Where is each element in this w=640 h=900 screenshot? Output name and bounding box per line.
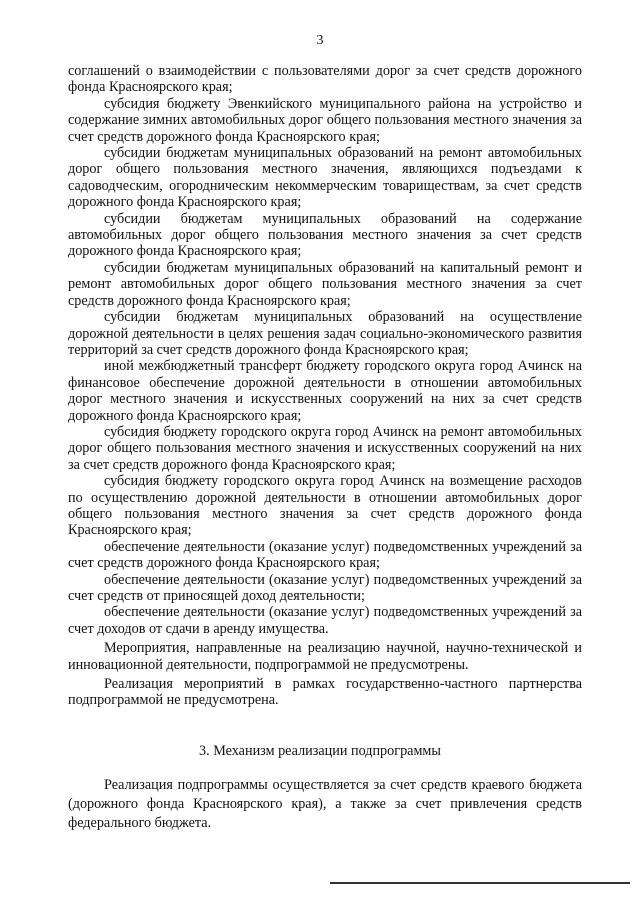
paragraph: субсидии бюджетам муниципальных образований на содержание автомобильных дорог общего пользования местного значения за счет средств дорожного фонда Красноярского края; (68, 210, 582, 260)
paragraph: обеспечение деятельности (оказание услуг) подведомственных учреждений за счет средств дорожного фонда Красноярского края; (68, 538, 582, 572)
paragraph: субсидия бюджету городского округа город Ачинск на ремонт автомобильных дорог общего пользования местного значения и искусственных сооружений на них за счет средств дорожного фонда Красноярского края; (68, 423, 582, 473)
body-text (68, 63, 582, 709)
paragraph: субсидия бюджету Эвенкийского муниципального района на устройство и содержание зимних автомобильных дорог общего пользования местного значения за счет средств дорожного фонда Красноярского края; (68, 95, 582, 145)
paragraph: субсидии бюджетам муниципальных образований на ремонт автомобильных дорог общего пользования местного значения, являющихся подъездами к садоводческим, огородническим некоммерческим товариществам, за счет средств дорожного фонда Красноярского края; (68, 145, 582, 211)
paragraph-continuation: соглашений о взаимодействии с пользователями дорог за счет средств дорожного фонда Красноярского края; (68, 63, 582, 96)
closing-text (68, 776, 582, 833)
page-number: 3 (316, 33, 324, 48)
paragraph: обеспечение деятельности (оказание услуг) подведомственных учреждений за счет доходов от сдачи в аренду имущества. (68, 604, 582, 637)
section-heading: 3. Механизм реализации подпрограммы (199, 743, 441, 759)
signature-line (330, 882, 630, 884)
paragraph: Мероприятия, направленные на реализацию научной, научно-технической и инновационной деятельности, подпрограммой не предусмотрены. (68, 640, 582, 673)
paragraph: Реализация подпрограммы осуществляется за счет средств краевого бюджета (дорожного фонда Красноярского края), а также за счет привлечения средств федерального бюджета. (68, 777, 582, 831)
paragraph: субсидии бюджетам муниципальных образований на осуществление дорожной деятельности в целях решения задач социально-экономического развития территорий за счет средств дорожного фонда Красноярского края; (68, 309, 582, 358)
paragraph: иной межбюджетный трансферт бюджету городского округа город Ачинск на финансовое обеспечение дорожной деятельности в отношении автомобильных дорог местного значения и искусственных сооружений на них за счет средств дорожного фонда Красноярского края; (68, 358, 582, 424)
paragraph: Реализация мероприятий в рамках государственно-частного партнерства подпрограммой не предусмотрена. (68, 676, 582, 709)
paragraph: обеспечение деятельности (оказание услуг) подведомственных учреждений за счет средств от приносящей доход деятельности; (68, 571, 582, 604)
paragraph: субсидии бюджетам муниципальных образований на капитальный ремонт и ремонт автомобильных дорог общего пользования местного значения за счет средств дорожного фонда Красноярского края; (68, 259, 582, 309)
paragraph: субсидия бюджету городского округа город Ачинск на возмещение расходов по осуществлению дорожной деятельности в отношении автомобильных дорог общего пользования местного значения за счет средств дорожного фонда Красноярского края; (68, 473, 582, 539)
